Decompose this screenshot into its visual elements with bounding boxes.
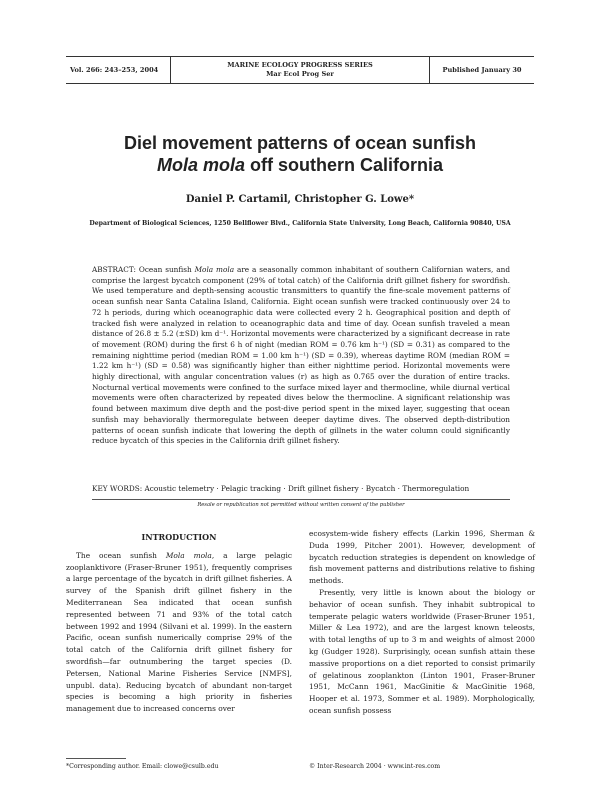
- author-list: Daniel P. Cartamil, Christopher G. Lowe*: [185, 194, 415, 205]
- title-line-2-rest: off southern California: [245, 155, 443, 175]
- left-column: [66, 528, 292, 715]
- footnote-divider: [66, 758, 126, 759]
- introduction-heading: INTRODUCTION: [141, 532, 217, 542]
- journal-name: MARINE ECOLOGY PROGRESS SERIES: [227, 61, 373, 69]
- copyright: © Inter-Research 2004 · www.int-res.com: [309, 763, 441, 770]
- introduction-paragraph-1: [66, 550, 292, 715]
- title-species: Mola mola: [156, 155, 245, 175]
- journal-abbrev: Mar Ecol Prog Ser: [266, 70, 334, 78]
- abstract-body: are a seasonally common inhabitant of southern Californian waters, and comprise the largest bycatch component (29% of total catch) of the California drift gillnet fishery for swordfish. We used temperature and depth-sensing acoustic transmitters to quantify the fine-scale movement patterns of ocean sunfish near Santa Catalina Island, California. Eight ocean sunfish were tracked continuously over 24 to 72 h periods, during which oceanographic data were collected every 2 h. Geographical position and depth of tracked fish were analyzed in relation to oceanographic data and time of day. Ocean sunfish traveled a mean distance of 26.8 ± 5.2 (±SD) km d⁻¹. Horizontal movements were characterized by a significant decrease in rate of movement (ROM) during the first 6 h of night (median ROM = 0.76 km h⁻¹) (SD = 0.31) as compared to the remaining nighttime period (median ROM = 1.00 km h⁻¹) (SD = 0.39), whereas daytime ROM (median ROM = 1.22 km h⁻¹) (SD = 0.58) was significantly higher than either nighttime period. Horizontal movements were highly directional, with angular concentration values (r) as high as 0.765 over the duration of entire tracks. Nocturnal vertical movements were confined to the surface mixed layer and thermocline, while diurnal vertical movements were often characterized by repeated dives below the thermocline. A significant relationship was found between maximum dive depth and the post-dive period spent in the mixed layer, suggesting that ocean sunfish may behaviorally thermoregulate between deeper daytime dives. The observed depth-distribution patterns of ocean sunfish indicate that lowering the depth of gillnets in the water column could significantly reduce bycatch of this species in the California drift gillnet fishery.: [92, 265, 510, 446]
- abstract-species: Mola mola: [194, 265, 235, 274]
- journal-name-block: [171, 57, 429, 83]
- resale-divider: [92, 499, 510, 500]
- journal-header: [66, 56, 534, 84]
- intro-text-rest: , a large pelagic zooplanktivore (Fraser-Bruner 1951), frequently comprises a large percentage of the bycatch in drift gillnet fisheries. A survey of the Spanish drift gillnet fishery in the Mediterranean Sea indicated that ocean sunfish represented between 71 and 93% of the total catch between 1992 and 1994 (Silvani et al. 1999). In the eastern Pacific, ocean sunfish numerically comprise 29% of the total catch of the California drift gillnet fishery for swordfish—far outnumbering the target species (D. Petersen, National Marine Fisheries Service [NMFS], unpubl. data). Reducing bycatch of abundant non-target species is becoming a high priority in fisheries management due to increased concerns over: [66, 550, 292, 714]
- keywords: KEY WORDS: Acoustic telemetry · Pelagic tracking · Drift gillnet fishery · Bycatch · Thermoregulation: [92, 484, 470, 493]
- intro-species: Mola mola: [165, 550, 212, 560]
- publication-date: Published January 30: [429, 57, 534, 83]
- right-column: [309, 528, 535, 717]
- resale-notice: Resale or republication not permitted without written consent of the publisher: [197, 502, 405, 508]
- volume-info: Vol. 266: 243–253, 2004: [66, 57, 171, 83]
- affiliation: Department of Biological Sciences, 1250 Bellflower Blvd., California State University, Long Beach, California 90840, USA: [89, 220, 511, 227]
- right-paragraph-1: ecosystem-wide fishery effects (Larkin 1996, Sherman & Duda 1999, Pitcher 2001). However, development of bycatch reduction strategies is dependent on knowledge of fish movement patterns and distributions relative to fishing methods.: [309, 529, 535, 586]
- paper-title: [60, 132, 540, 176]
- corresponding-author: *Corresponding author. Email: clowe@csulb.edu: [66, 763, 219, 770]
- abstract-intro: Ocean sunfish: [135, 265, 195, 274]
- intro-text-start: The ocean sunfish: [76, 550, 166, 560]
- title-line-2: [60, 154, 540, 176]
- title-line-1: Diel movement patterns of ocean sunfish: [123, 133, 477, 153]
- right-paragraph-2: Presently, very little is known about the biology or behavior of ocean sunfish. They inhabit subtropical to temperate pelagic waters worldwide (Fraser-Bruner 1951, Miller & Lea 1972), and are the largest known teleosts, with total lengths of up to 3 m and weights of almost 2000 kg (Gudger 1928). Surprisingly, ocean sunfish attain these massive proportions on a diet reported to consist primarily of gelatinous zooplankton (Linton 1901, Fraser-Bruner 1951, McCann 1961, MacGinitie & MacGinitie 1968, Hooper et al. 1973, Sommer et al. 1989). Morphologically, ocean sunfish possess: [309, 587, 535, 715]
- abstract: [92, 265, 510, 447]
- abstract-label: ABSTRACT:: [92, 265, 136, 274]
